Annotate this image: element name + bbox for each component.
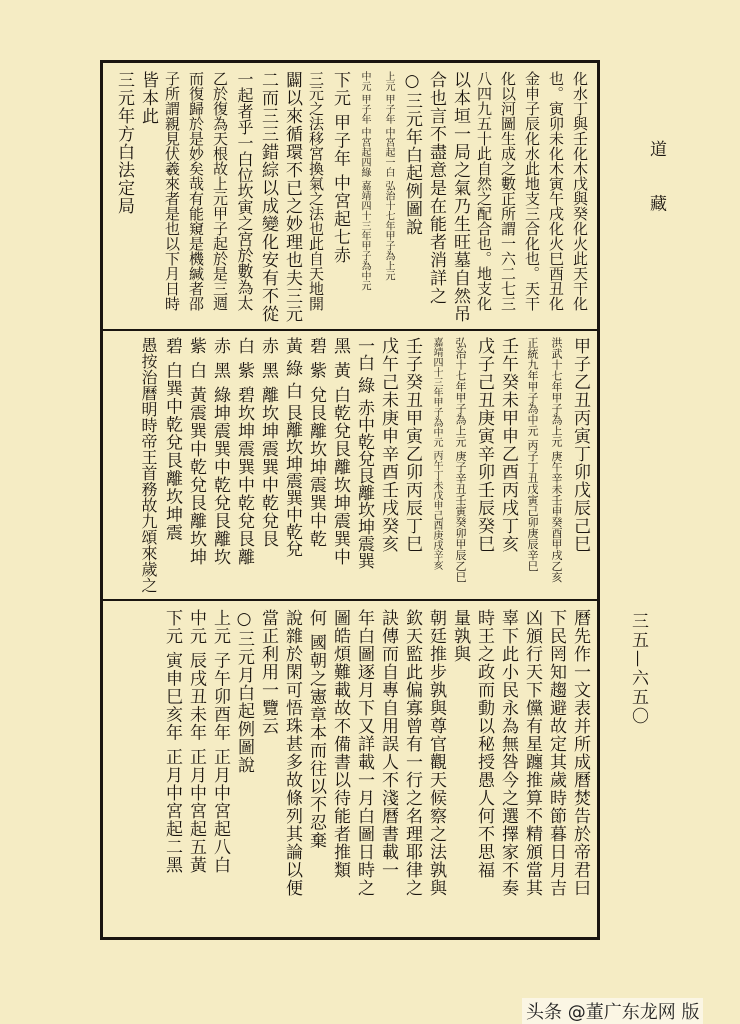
middle-column: 甲子乙丑丙寅丁卯戊辰己巳 [570, 337, 590, 553]
bottom-column: 曆先作一文表并所成曆焚告於帝君曰 [570, 609, 590, 897]
middle-section [103, 329, 597, 601]
page-frame [100, 60, 600, 940]
top-column: 一起者乎一白位坎寅之宮於數為太 [235, 71, 254, 311]
top-column: 闢以來循環不已之妙理也夫三元 [282, 71, 302, 323]
top-section [103, 63, 597, 331]
middle-column: 弘治十七年甲子為上元 庚子辛丑壬寅癸卯甲辰乙巳 [454, 337, 467, 583]
bottom-column: 何 國朝之憲章本而往以不忍棄 [306, 609, 326, 850]
middle-column: 赤 黑 離坎坤震巽中乾兌艮 [258, 337, 278, 548]
bottom-column: 訣傳而自專自用誤人不淺曆書載一 [378, 609, 398, 879]
bottom-column: 上元 子午卯酉年 正月中宮起八白 [210, 609, 230, 874]
middle-column: 白 紫 碧坎坤震巽中乾兌艮離 [234, 337, 254, 566]
top-column: 皆本此 [138, 71, 158, 125]
top-column: 三元之法移宮換氣之法也此自天地開 [307, 71, 325, 311]
bottom-column: 朝廷推步孰與尊官觀天候察之法孰與 [426, 609, 446, 897]
margin-title: 道 藏 [646, 140, 666, 228]
middle-column: 愚按治曆明時帝王首務故九頌來歲之 [139, 337, 158, 593]
bottom-column: 時王之政而動以秘授愚人何不思福 [474, 609, 494, 879]
middle-column: 壬子癸丑甲寅乙卯丙辰丁巳 [402, 337, 422, 553]
middle-column: 嘉靖四十三年甲子為中元 丙午丁未戊申己酉庚戌辛亥 [431, 337, 442, 571]
middle-column: 壬午癸未甲申乙酉丙戌丁亥 [498, 337, 518, 553]
top-column: 八四九五十此自然之配合也。地支化 [475, 71, 493, 311]
bottom-column: 欽天監此偏寡曾有一行之名理耶律之 [402, 609, 422, 897]
watermark: 头条 @董广东龙网 版 [522, 998, 703, 1024]
bottom-column: 年白圖逐月下又詳載一月白圖日時之 [354, 609, 374, 897]
middle-column: 赤 黑 綠坤震巽中乾兌艮離坎 [210, 337, 230, 566]
bottom-column: 量孰與 [450, 609, 470, 663]
middle-column: 碧 紫 兌艮離坎坤震巽中乾 [306, 337, 326, 548]
top-column: 乙於復為天根故上元甲子起於是三週 [211, 71, 229, 311]
middle-column: 洪武十七年甲子為上元 庚午辛未壬申癸酉甲戌乙亥 [550, 337, 563, 583]
middle-column: 正統九年甲子為中元 丙子丁丑戊寅己卯庚辰辛巳 [526, 337, 539, 572]
top-column: 上元 甲子年 中宮起一白 弘治十七年甲子為上元 [383, 71, 394, 281]
bottom-column: 下元 寅申巳亥年 正月中宮起二黑 [162, 609, 182, 874]
bottom-column: ○三元月白起例圖說 [234, 609, 254, 774]
top-column: 中元 甲子年 中宮起四綠 嘉靖四十三年甲子為中元 [359, 71, 370, 291]
top-column: 以本垣一局之氣乃生旺墓自然吊 [450, 71, 470, 323]
middle-column: 碧 白巽中乾兌艮離坎坤震 [162, 337, 182, 542]
middle-column: 黃 綠 白 艮離坎坤震巽中乾兌 [282, 337, 302, 558]
top-column: 下元 甲子年 中宮起七赤 [330, 71, 350, 264]
bottom-column: 說雜於閑可悟珠甚多故條列其論以便 [282, 609, 302, 897]
top-column: 二而三三錯綜以成變化安有不從 [258, 71, 278, 323]
bottom-column: 當正利用一覽云 [258, 609, 278, 735]
top-column: 子所謂親見伏羲來者是也以下月日時 [163, 71, 181, 311]
middle-column: 紫 白 黃震巽中乾兌艮離坎坤 [186, 337, 206, 566]
top-column: 也。寅卯未化木寅午戌化火巳酉丑化 [547, 71, 565, 311]
middle-column: 戊子己丑庚寅辛卯壬辰癸巳 [474, 337, 494, 553]
middle-column: 黑 黃 白乾兌艮離坎坤震巽中 [330, 337, 350, 566]
middle-column: 戊午己未庚申辛酉壬戌癸亥 [378, 337, 398, 553]
top-column: 合也言不盡意是在能者消詳之 [426, 71, 446, 305]
page-number: 三五—六五〇 [628, 612, 648, 726]
bottom-column: 下民罔知趨避故定其歲時節暮日月吉 [546, 609, 566, 897]
bottom-column: 中元 辰戌丑未年 正月中宮起五黃 [186, 609, 206, 874]
top-column: ○三元年白起例圖說 [402, 71, 422, 236]
top-column: 化水丁與壬化木戊與癸化火此天干化 [571, 71, 589, 311]
top-column: 而復歸於是妙矣哉有能窺是機緘者邵 [187, 71, 205, 311]
bottom-column: 圖皓煩難載故不備書以待能者推類 [330, 609, 350, 879]
middle-column: 一白 綠 赤中乾兌艮離坎坤震巽 [354, 337, 374, 569]
bottom-column: 辜下此小民永為無咎今之選擇家不奏 [498, 609, 518, 897]
top-column: 化以河圖生成之數正所謂一六二七三 [499, 71, 517, 311]
bottom-section [103, 601, 597, 937]
top-column: 三元年方白法定局 [114, 71, 134, 215]
bottom-column: 凶頒行天下儻有星躔推算不精頒當其 [522, 609, 542, 897]
top-column: 金申子辰化水此地支三合化也。天干 [523, 71, 541, 311]
